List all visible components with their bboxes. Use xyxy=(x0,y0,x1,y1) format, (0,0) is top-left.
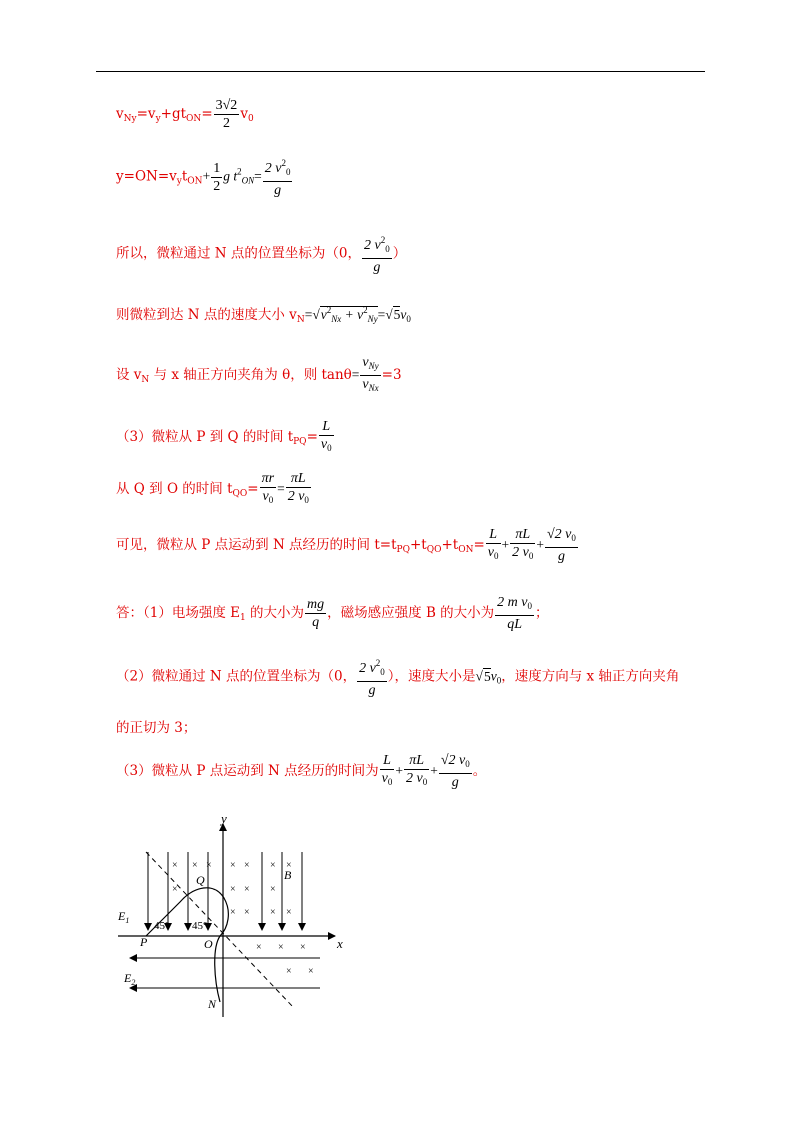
svg-text:×: × xyxy=(244,907,250,918)
answer-3: （3）微粒从 P 点运动到 N 点经历的时间为 $\frac{L}{v_0}$ + $\frac{\pi L}{2 v_0}$ + $\frac{√2 v_0}{g}$ 。 xyxy=(116,753,487,790)
svg-text:×: × xyxy=(308,966,314,977)
point-n-label: N xyxy=(208,997,217,1011)
e1-label: $E_1$ xyxy=(118,909,130,925)
b-field-label: B xyxy=(284,868,292,882)
angle-label-1: 45° xyxy=(154,920,170,932)
svg-text:×: × xyxy=(230,860,236,871)
magnetic-field-crosses xyxy=(172,860,314,977)
text-angle: 设 $v_N$ 与 x 轴正方向夹角为 θ，则 tanθ= $\frac{v_{Ny}}{v_{Nx}}$ =3 xyxy=(116,355,402,393)
point-q-label: Q xyxy=(196,873,205,887)
svg-text:×: × xyxy=(256,942,262,953)
particle-trajectory xyxy=(146,888,228,1002)
text-tqo: 从 Q 到 O 的时间 $t_{QO}=$ $\frac{\pi r}{v_0}$ = $\frac{\pi L}{2 v_0}$ xyxy=(116,471,309,505)
text-total-time: 可见，微粒从 P 点运动到 N 点经历的时间 $t=t_{PQ}+t_{QO}+t_{ON}=$ $\frac{L}{v_0}$ + $\frac{\pi L}{2 v_0}$ + $\frac{√2 v_0}{g}$ xyxy=(116,527,576,564)
physics-diagram xyxy=(110,812,360,1022)
svg-text:×: × xyxy=(244,860,250,871)
svg-text:×: × xyxy=(244,884,250,895)
svg-text:×: × xyxy=(270,860,276,871)
svg-text:×: × xyxy=(192,860,198,871)
text-tpq: （3）微粒从 P 到 Q 的时间 $t_{PQ}=$ $\frac{L}{v_0}$ xyxy=(116,419,332,453)
svg-text:×: × xyxy=(286,966,292,977)
answer-2-continued: 的正切为 3； xyxy=(116,720,197,736)
svg-text:×: × xyxy=(270,884,276,895)
point-p-label: P xyxy=(140,935,148,949)
text-coordinate: 所以，微粒通过 N 点的位置坐标为（0， $\frac{2 v^2_0}{g}$ ） xyxy=(116,232,406,276)
svg-text:×: × xyxy=(270,907,276,918)
eq-y-on: $y=ON=v_yt_{ON}+$ $\frac{1}{2}$ g $t^2_{ON}=$ $\frac{2 v^2_0}{g}$ xyxy=(116,155,293,199)
origin-label: O xyxy=(204,937,213,951)
svg-text:×: × xyxy=(278,942,284,953)
svg-text:×: × xyxy=(172,884,178,895)
answer-1: 答：（1）电场强度 $E_1$ 的大小为 $\frac{mg}{q}$ ，磁场感应强度 B 的大小为 $\frac{2 m v_0}{qL}$ ； xyxy=(116,595,549,632)
svg-text:×: × xyxy=(206,860,212,871)
eq-vny: $v_{Ny}=v_y+gt_{ON}=$ $\frac{3√2}{2}$ $v_0$ xyxy=(116,98,254,131)
y-axis-label: y xyxy=(221,812,227,826)
x-axis-label: x xyxy=(337,936,343,951)
fraction: $\frac{3√2}{2}$ xyxy=(215,98,238,131)
text-speed: 则微粒到达 N 点的速度大小 $v_N=√v^2_{Nx} + v^2_{Ny}=√5v_0$ xyxy=(116,305,411,325)
header-rule xyxy=(96,71,705,72)
svg-text:×: × xyxy=(300,942,306,953)
svg-text:×: × xyxy=(230,884,236,895)
svg-text:×: × xyxy=(172,860,178,871)
svg-text:×: × xyxy=(230,907,236,918)
answer-2: （2）微粒通过 N 点的位置坐标为（0， $\frac{2 v^2_0}{g}$ ），速度大小是$√5v_0$，速度方向与 x 轴正方向夹角 xyxy=(116,655,679,699)
e2-label: $E_2$ xyxy=(124,971,136,987)
svg-text:×: × xyxy=(286,907,292,918)
svg-text:×: × xyxy=(286,860,292,871)
angle-label-2: 45° xyxy=(192,920,208,932)
